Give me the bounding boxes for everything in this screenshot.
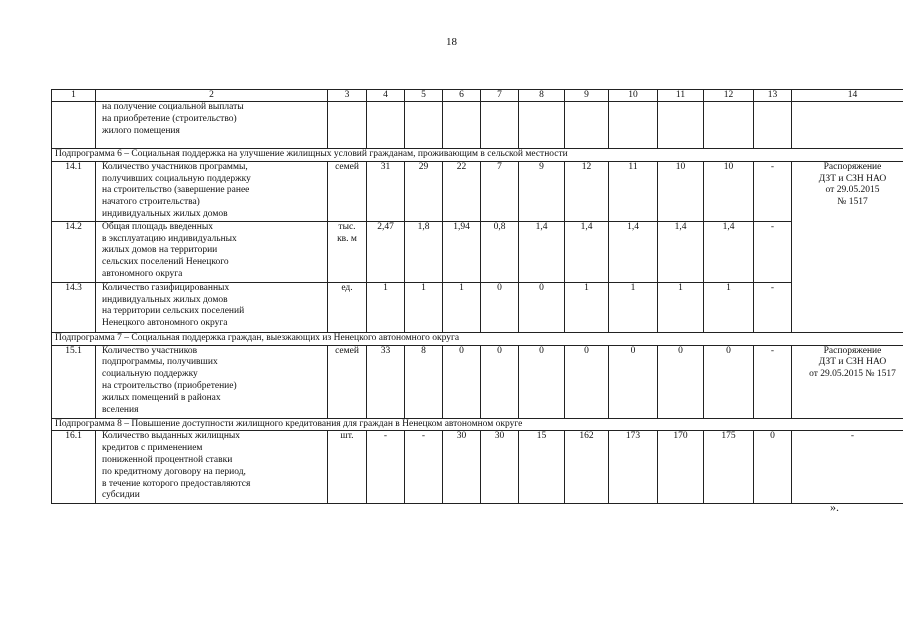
value-cell: 1,4 xyxy=(609,221,658,282)
value-cell: 30 xyxy=(443,431,481,504)
row-number: 16.1 xyxy=(52,431,96,504)
value-cell: 1,4 xyxy=(658,221,704,282)
value-cell: 0 xyxy=(481,345,519,418)
indicator-name: Количество выданных жилищных кредитов с применением пониженной процентной ставки по кредитному договору на период, в течение которого предоставляются субсидии xyxy=(96,431,328,504)
header-cell: 14 xyxy=(792,90,903,102)
value-cell: - xyxy=(405,431,443,504)
value-cell: 0 xyxy=(443,345,481,418)
basis-document: - xyxy=(792,431,903,504)
header-cell: 13 xyxy=(754,90,792,102)
value-cell: 11 xyxy=(609,161,658,221)
table-row-15-1 xyxy=(52,345,903,418)
subprogram-row xyxy=(52,418,903,431)
value-cell: 175 xyxy=(704,431,754,504)
value-cell: 0 xyxy=(704,345,754,418)
unit: семей xyxy=(328,345,367,418)
value-cell: 30 xyxy=(481,431,519,504)
header-cell: 1 xyxy=(52,90,96,102)
page-number: 18 xyxy=(446,36,457,48)
row-number: 15.1 xyxy=(52,345,96,418)
value-cell: 1,4 xyxy=(565,221,609,282)
value-cell: 2,47 xyxy=(367,221,405,282)
value-cell: 1,94 xyxy=(443,221,481,282)
indicator-name: Количество участников подпрограммы, получивших социальную поддержку на строительство (приобретение) жилых помещений в районах вселения xyxy=(96,345,328,418)
table-row-14-2 xyxy=(52,221,903,282)
value-cell: 1 xyxy=(405,282,443,332)
value-cell: 10 xyxy=(658,161,704,221)
row-number: 14.2 xyxy=(52,221,96,282)
value-cell: - xyxy=(367,431,405,504)
table-row-continuation xyxy=(52,102,903,149)
value-cell: 1 xyxy=(704,282,754,332)
table-row-16-1 xyxy=(52,431,903,504)
indicator-name: на получение социальной выплаты на приобретение (строительство) жилого помещения xyxy=(96,102,328,149)
indicator-name: Количество газифицированных индивидуальных жилых домов на территории сельских поселений Ненецкого автономного округа xyxy=(96,282,328,332)
header-cell: 8 xyxy=(519,90,565,102)
table-row-14-1 xyxy=(52,161,903,221)
header-cell: 4 xyxy=(367,90,405,102)
value-cell: 33 xyxy=(367,345,405,418)
header-cell: 12 xyxy=(704,90,754,102)
value-cell: 22 xyxy=(443,161,481,221)
value-cell: 1,4 xyxy=(704,221,754,282)
header-cell: 2 xyxy=(96,90,328,102)
row-number: 14.3 xyxy=(52,282,96,332)
value-cell: 0 xyxy=(609,345,658,418)
value-cell: 8 xyxy=(405,345,443,418)
value-cell: 15 xyxy=(519,431,565,504)
basis-document: Распоряжение ДЗТ и СЗН НАО от 29.05.2015 № 1517 xyxy=(792,161,903,221)
unit: тыс. кв. м xyxy=(328,221,367,282)
value-cell: 0 xyxy=(519,345,565,418)
value-cell: 0 xyxy=(519,282,565,332)
value-cell: 1 xyxy=(658,282,704,332)
subprogram-title: Подпрограмма 6 – Социальная поддержка на улучшение жилищных условий гражданам, проживающим в сельской местности xyxy=(52,149,903,162)
value-cell: 10 xyxy=(704,161,754,221)
value-cell: 1 xyxy=(565,282,609,332)
subprogram-title: Подпрограмма 7 – Социальная поддержка граждан, выезжающих из Ненецкого автономного округа xyxy=(52,332,903,345)
closing-quote-mark: ». xyxy=(830,500,839,514)
indicator-name: Общая площадь введенных в эксплуатацию индивидуальных жилых домов на территории сельских поселений Ненецкого автономного округа xyxy=(96,221,328,282)
value-cell: - xyxy=(754,161,792,221)
value-cell: 1 xyxy=(443,282,481,332)
value-cell: 31 xyxy=(367,161,405,221)
value-cell: 29 xyxy=(405,161,443,221)
value-cell: - xyxy=(754,282,792,332)
indicators-table xyxy=(51,89,903,504)
value-cell: 7 xyxy=(481,161,519,221)
value-cell: 162 xyxy=(565,431,609,504)
row-number: 14.1 xyxy=(52,161,96,221)
subprogram-row xyxy=(52,332,903,345)
value-cell: 170 xyxy=(658,431,704,504)
value-cell: 12 xyxy=(565,161,609,221)
header-cell: 3 xyxy=(328,90,367,102)
header-cell: 6 xyxy=(443,90,481,102)
header-cell: 11 xyxy=(658,90,704,102)
table-row-14-3 xyxy=(52,282,903,332)
unit: ед. xyxy=(328,282,367,332)
value-cell: - xyxy=(754,221,792,282)
subprogram-row xyxy=(52,149,903,162)
value-cell: 1,8 xyxy=(405,221,443,282)
value-cell: 1 xyxy=(367,282,405,332)
indicator-name: Количество участников программы, получивших социальную поддержку на строительство (завершение ранее начатого строительства) индивидуальных жилых домов xyxy=(96,161,328,221)
subprogram-title: Подпрограмма 8 – Повышение доступности жилищного кредитования для граждан в Ненецком автономном округе xyxy=(52,418,903,431)
header-cell: 9 xyxy=(565,90,609,102)
header-cell: 7 xyxy=(481,90,519,102)
basis-document: Распоряжение ДЗТ и СЗН НАО от 29.05.2015 № 1517 xyxy=(792,345,903,418)
value-cell: 0 xyxy=(754,431,792,504)
value-cell: 1,4 xyxy=(519,221,565,282)
value-cell: 0 xyxy=(658,345,704,418)
value-cell: 9 xyxy=(519,161,565,221)
header-cell: 5 xyxy=(405,90,443,102)
value-cell: 0 xyxy=(481,282,519,332)
value-cell: - xyxy=(754,345,792,418)
value-cell: 173 xyxy=(609,431,658,504)
unit: семей xyxy=(328,161,367,221)
value-cell: 0,8 xyxy=(481,221,519,282)
header-cell: 10 xyxy=(609,90,658,102)
unit: шт. xyxy=(328,431,367,504)
value-cell: 1 xyxy=(609,282,658,332)
header-row xyxy=(52,90,903,102)
value-cell: 0 xyxy=(565,345,609,418)
